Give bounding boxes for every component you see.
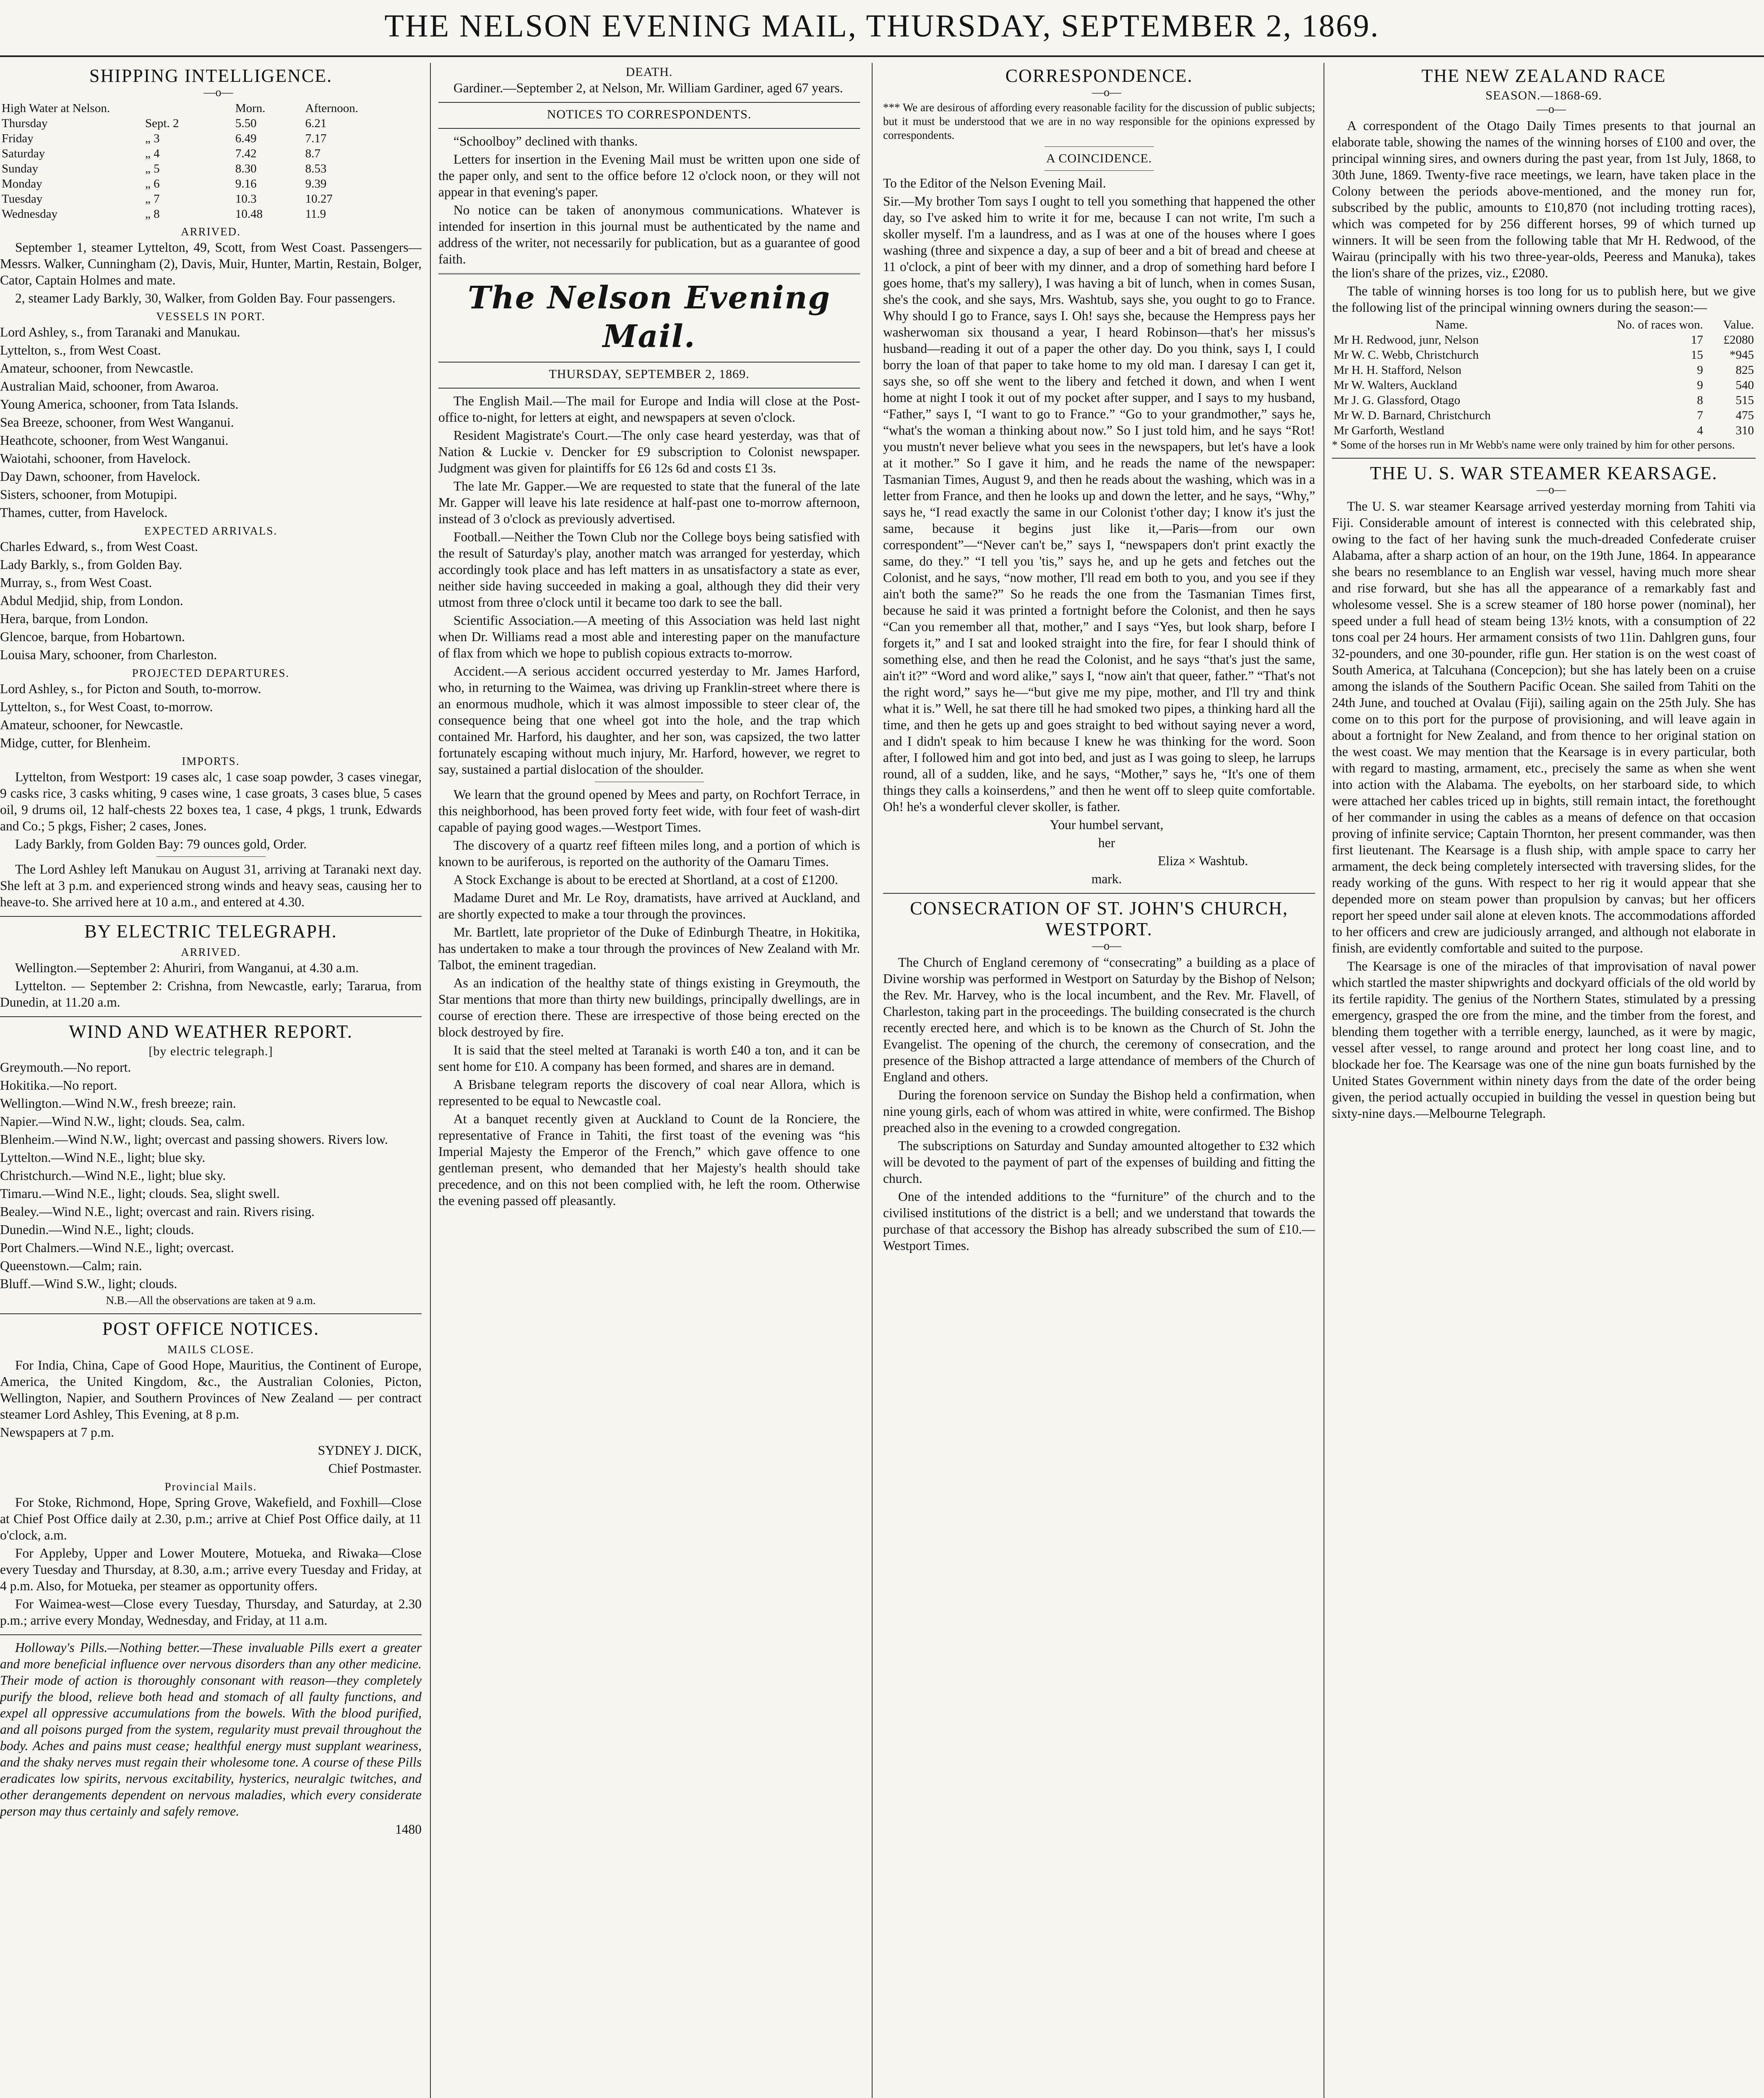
weather-entry: Queenstown.—Calm; rain. [0, 1258, 142, 1273]
telegraph-entry: Lyttelton. — September 2: Crishna, from Newcastle, early; Tararua, from Dunedin, at 11.20 a.m. [0, 979, 422, 1010]
races-won: 4 [1697, 424, 1703, 437]
tide-morning: 9.16 [235, 177, 257, 190]
notice-paragraph: Letters for insertion in the Evening Mail must be written upon one side of the paper only, and sent to the office before 12 o'clock noon, or they will not appear in that evening's paper. [438, 152, 860, 199]
news-paragraph: Madame Duret and Mr. Le Roy, dramatists, have arrived at Auckland, and are shortly expected to make a tour through the provinces. [438, 890, 860, 921]
consecration-title: CONSECRATION OF ST. JOHN'S CHURCH, WESTPORT. [910, 898, 1288, 939]
race-header-name: Name. [1436, 318, 1468, 331]
prize-value: £2080 [1723, 333, 1754, 347]
owner-name: Mr H. Redwood, junr, Nelson [1334, 333, 1479, 347]
letter-paragraph: Sir.—My brother Tom says I ought to tell you something that happened the other day, so I've asked him to write it for me, because I can not write, I'm such a skoller myself. I'm a laundress, and as I was at one of the houses where I goes washing (three and sixpence a day, a sup of beer and a bit of bread and cheese at 11 o'clock, a pint of beer with my dinner, and a drop of something hard before I goes home, that's my sallery), I was having a bit of lunch, when in comes Susan, she's the cook, and she says, Mrs. Washtub, says she, you ought to go to France. Why should I go to France, says I. Oh! says she, because the Hempress pays her washerwoman six thousand a year, I heard Robinson—that's her missus's husband—reading it out of a paper the other day. Do you think, says I, I could borry the loan of that paper to take home to my old man. I daresay I can get it, says she, so off she went to the libery and fetched it down, and when I went home at night I took it out of my pocket after supper, and I says to my husband, “Father,” says I, “I want to go to France.” “Go to your grandmother,” says he, “what's the woman a thinking about now.” So I just told him, and he says “Rot! you mustn't never believe what you sees in the newspapers, but let's have a look at it mother.” So I gave it him, and he reads the name of the newspaper: Tasmanian Times, August 9, and then he reads about the washing, which was in a letter from France, and then he looks up and down the letter, and he says, “Why,” says he, “I read exactly the same in our Colonist t'other day; I know it's just the same, because it begins just like it,—Paris—from our own correspondent”—“Never can't be,” says I, “newspapers don't print exactly the same, do they.” “I tell you 'tis,” says he, and up he gets and fetches out the Colonist, and he says, “now mother, I'll read em both to you, and you see if they ain't both the same?” So he reads the one from the Tasmanian Times first, because he said it was printed a fortnight before the Colonist, and then he says “Can you remember all that, mother,” and I says “Yes, but look sharp, before I forgets it,” and I sat and looked straight into the fire, for fear I should think of something else, and then he read the Colonist, and he says “that's just the same, ain't it?” “Word and word alike,” says I, “now ain't that queer, father.” “That's not the right word,” says he—“but give me my pipe, mother, and I'll try and think what it is.” Well, he sat there till he had smoked two pipes, a thinking hard all the time, and then he gets up and goes straight to bed without saying never a word, and I didn't speak to him because I knew he was thinking for the word. Soon after, I followed him and got into bed, and just as I was going to sleep, he larrups round, all of a sudden, like, and he says, “Mother,” says he, “It's one of them things they calls a koinserdens,” and then he went off to sleep quite comfortable. Oh! he's a wonderful clever skoller, is father. [883, 194, 1315, 814]
masthead-title: THE NELSON EVENING MAIL, THURSDAY, SEPTEMBER 2, 1869. [384, 8, 1380, 44]
expected-entry: Charles Edward, s., from West Coast. [0, 539, 198, 554]
weather-entry: Greymouth.—No report. [0, 1060, 131, 1075]
column-divider [430, 63, 431, 2098]
masthead-rule [0, 55, 1764, 57]
newspapers-time: Newspapers at 7 p.m. [0, 1425, 115, 1440]
kearsage-paragraph: The U. S. war steamer Kearsage arrived yesterday morning from Tahiti via Fiji. Considerable amount of interest is connected with this celebrated ship, owing to the fact of her having sunk the much-dreaded Confederate cruiser Alabama, after a sharp action of an hour, on the 19th June, 1864. In appearance she bears no resemblance to an English war vessel, having much more shear and rise forward, but she has all the appearance of a remarkably fast and wholesome vessel. She is a screw steamer of 180 horse power (nominal), her speed under a full head of steam being 13½ knots, with a consumption of 22 tons coal per 24 hours. Her armament consists of two 11in. Dahlgren guns, four 32-pounders, and one 30-pounder, rifle gun. Her station is on the west coast of South America, at Talcuhana (Concepcion); but she has lately been on a cruise among the islands of the Southern Pacific Ocean. She sailed from Tahiti on the 24th June, and touched at Ovalau (Fiji), sailing again on the 25th July. She has come on to this port for the purpose of provisioning, and will leave again in about a fortnight for New Zealand, and from thence to her original station on the west coast. We may mention that the Kearsage is in every particular, both with regard to masting, armament, etc., precisely the same as when she went into action with the Alabama. The eyebolts, on her starboard side, to which were attached her cables triced up in bights, still remain intact, the forethought of her commander in using the cables as a means of defence on that occasion proving of infinite service; Captain Thornton, her present commander, was then first lieutenant. The Kearsage is a flush ship, with ample space to carry her armament, the deck being completely intersected with traversing slides, for the ready working of the guns. With respect to her rig it would appear that she depended more on steam power than propulsion by canvas; but her officers report her speed under sail alone at eleven knots. The accommodations afforded to her officers and crew are judiciously arranged, and although not elaborate in finish, are evidently comfortable and suited to the purpose. [1332, 499, 1756, 955]
tide-date: „ 3 [145, 132, 160, 145]
race-row [1332, 408, 1756, 423]
vessels-in-port-heading: VESSELS IN PORT. [156, 310, 266, 323]
owner-name: Mr W. D. Barnard, Christchurch [1334, 409, 1491, 422]
weather-entry: Bluff.—Wind S.W., light; clouds. [0, 1276, 177, 1291]
weather-entry: Dunedin.—Wind N.E., light; clouds. [0, 1222, 194, 1237]
weather-entry: Lyttelton.—Wind N.E., light; blue sky. [0, 1150, 206, 1165]
vessel-entry: Day Dawn, schooner, from Havelock. [0, 469, 201, 484]
letter-title: A COINCIDENCE. [1046, 151, 1152, 165]
column-1 [0, 63, 422, 2098]
section-rule [0, 1313, 422, 1314]
vessel-entry: Young America, schooner, from Tata Islands. [0, 397, 239, 412]
tide-day: Sunday [2, 162, 38, 175]
telegraph-entry: Wellington.—September 2: Ahuriri, from Wanganui, at 4.30 a.m. [15, 960, 359, 975]
expected-arrivals-heading: EXPECTED ARRIVALS. [144, 524, 278, 537]
section-rule [0, 1016, 422, 1017]
post-office-title: POST OFFICE NOTICES. [102, 1318, 320, 1339]
news-paragraph: A Stock Exchange is about to be erected at Shortland, at a cost of £1200. [453, 872, 838, 887]
imports-heading: IMPORTS. [182, 755, 240, 767]
owner-name: Mr W. Walters, Auckland [1334, 378, 1457, 392]
column-2 [438, 63, 860, 2098]
vessel-entry: Amateur, schooner, from Newcastle. [0, 361, 194, 376]
vessel-entry: Heathcote, schooner, from West Wanganui. [0, 433, 229, 448]
notices-list [438, 133, 860, 267]
tide-date: Sept. 2 [145, 117, 179, 130]
death-title: DEATH. [625, 65, 673, 79]
column-divider [872, 63, 873, 2098]
tide-header-row [0, 101, 422, 116]
ornament: —o— [1537, 103, 1566, 116]
provincial-mails-heading: Provincial Mails. [164, 1480, 257, 1493]
weather-entry: Blenheim.—Wind N.W., light; overcast and passing showers. Rivers low. [0, 1132, 388, 1147]
weather-entry: Port Chalmers.—Wind N.E., light; overcast. [0, 1240, 234, 1255]
import-entry: Lady Barkly, from Golden Bay: 79 ounces gold, Order. [15, 837, 307, 851]
races-won: 7 [1697, 409, 1703, 422]
tide-row [0, 191, 422, 206]
departure-entry: Midge, cutter, for Blenheim. [0, 736, 151, 750]
section-rule [0, 1634, 422, 1635]
kearsage-paragraphs [1332, 498, 1756, 1122]
weather-note: N.B.—All the observations are taken at 9 a.m. [106, 1294, 316, 1307]
race-row [1332, 332, 1756, 347]
import-entry: Lyttelton, from Westport: 19 cases alc, 1 case soap powder, 3 cases vinegar, 9 casks rice, 3 casks whiting, 9 cases wine, 1 case groats, 3 cases blue, 5 cases oil, 9 drums oil, 12 half-chests 22 boxes tea, 1 case, 4 pkgs, 1 trunk, Edwards and Co.; 5 pkgs, Fisher; 2 cases, Jones. [0, 770, 422, 833]
race-row [1332, 347, 1756, 363]
section-rule [1332, 458, 1756, 459]
editorial-paragraph: Scientific Association.—A meeting of this Association was held last night when Dr. Williams read a most able and interesting paper on the manufacture of flax from which we hope to publish copious extracts to-morrow. [438, 613, 860, 660]
provincial-mails-list [0, 1494, 422, 1628]
letter-salutation: To the Editor of the Nelson Evening Mail. [883, 176, 1106, 190]
tide-day: Tuesday [2, 192, 43, 206]
kearsage-title: THE U. S. WAR STEAMER KEARSAGE. [1370, 463, 1718, 483]
weather-entry: Christchurch.—Wind N.E., light; blue sky. [0, 1168, 226, 1183]
editorial-paragraph: The English Mail.—The mail for Europe and India will close at the Post-office to-night, for letters at eight, and newspapers at seven o'clock. [438, 394, 860, 425]
arrived-list [0, 239, 422, 306]
news-paragraph: We learn that the ground opened by Mees and party, on Rochfort Terrace, in this neighborhood, has been proved forty feet wide, with four feet of wash-dirt capable of paying good wages.—Westport Times. [438, 787, 860, 835]
owner-name: Mr Garforth, Westland [1334, 424, 1444, 437]
tide-afternoon: 8.53 [305, 162, 327, 175]
expected-entry: Murray, s., from West Coast. [0, 575, 152, 590]
prize-value: 515 [1735, 394, 1754, 407]
tide-day: Thursday [2, 117, 48, 130]
owner-name: Mr H. H. Stafford, Nelson [1334, 363, 1462, 377]
letter-closing: Your humbel servant, [1050, 817, 1164, 832]
weather-entry: Wellington.—Wind N.W., fresh breeze; rain. [0, 1096, 236, 1111]
section-rule [438, 388, 860, 389]
races-won: 9 [1697, 363, 1703, 377]
editorial-paragraph: Resident Magistrate's Court.—The only case heard yesterday, was that of Nation & Luckie v. Dencker for £9 subscription to Colonist newspaper. Judgment was given for plaintiffs for £6 12s 6d and costs £1 3s. [438, 428, 860, 475]
tide-afternoon: 9.39 [305, 177, 327, 190]
editorial-date: THURSDAY, SEPTEMBER 2, 1869. [549, 367, 750, 381]
ornament: —o— [203, 86, 233, 99]
tide-date: „ 4 [145, 147, 160, 160]
news-paragraph: The discovery of a quartz reef fifteen miles long, and a portion of which is known to be auriferous, is reported on the authority of the Oamaru Times. [438, 838, 860, 869]
prize-value: 540 [1735, 378, 1754, 392]
races-won: 8 [1697, 394, 1703, 407]
tide-table [0, 101, 422, 222]
column-4 [1332, 63, 1756, 2098]
divider [156, 856, 266, 857]
tide-day: Friday [2, 132, 34, 145]
tide-morning: 7.42 [235, 147, 257, 160]
notices-title: NOTICES TO CORRESPONDENTS. [547, 107, 752, 121]
prize-value: 475 [1735, 409, 1754, 422]
provincial-mail-entry: For Stoke, Richmond, Hope, Spring Grove, Wakefield, and Foxhill—Close at Chief Post Office daily at 2.30, p.m.; arrive at Chief Post Office daily, at 11 o'clock, a.m. [0, 1495, 422, 1542]
mails-close-text: For India, China, Cape of Good Hope, Mauritius, the Continent of Europe, America, the United Kingdom, &c., the Australian Colonies, Picton, Wellington, Napier, and Southern Provinces of New Zealand — per contract steamer Lord Ashley, This Evening, at 8 p.m. [0, 1358, 422, 1422]
race-table [1332, 317, 1756, 438]
tide-header-place: High Water at Nelson. [2, 102, 110, 115]
letter-her: her [1098, 835, 1115, 850]
race-row [1332, 363, 1756, 378]
tide-row [0, 206, 422, 222]
tide-morning: 10.48 [235, 207, 263, 221]
tide-date: „ 6 [145, 177, 160, 190]
postmaster-title: Chief Postmaster. [328, 1461, 422, 1476]
race-paragraphs [1332, 117, 1756, 316]
race-header-value: Value. [1723, 318, 1754, 331]
race-footnote: * Some of the horses run in Mr Webb's name were only trained by him for other persons. [1332, 438, 1735, 451]
provincial-mail-entry: For Appleby, Upper and Lower Moutere, Motueka, and Riwaka—Close every Tuesday and Thursday, at 8.30, a.m.; arrive every Tuesday and Friday, at 4 p.m. Also, for Motueka, per steamer as opportunity offers. [0, 1546, 422, 1593]
departure-entry: Lord Ashley, s., for Picton and South, to-morrow. [0, 681, 261, 696]
letter-body [883, 193, 1315, 815]
death-notice: Gardiner.—September 2, at Nelson, Mr. William Gardiner, aged 67 years. [453, 81, 843, 95]
prize-value: 825 [1735, 363, 1754, 377]
tide-date: „ 7 [145, 192, 160, 206]
notice-paragraph: No notice can be taken of anonymous communications. Whatever is intended for insertion in this journal must be authenticated by the name and address of the writer, not necessarily for publication, but as a guarantee of good faith. [438, 203, 860, 266]
tide-day: Saturday [2, 147, 45, 160]
divider [1045, 146, 1154, 147]
prize-value: 310 [1735, 424, 1754, 437]
editorial-paragraph: Accident.—A serious accident occurred yesterday to Mr. James Harford, who, in returning to the Waimea, was driving up Franklin-street where there is an enormous mudhole, which it was almost impossible to steer clear of, the consequence being that one wheel got into the hole, and the trap which contained Mr. Harford, his daughter, and her son, was capsized, the two latter fortunately escaping without much injury, Mr. Harford, however, we regret to say, sustained a partial dislocation of the shoulder. [438, 664, 860, 777]
prize-value: *945 [1730, 348, 1754, 362]
ornament: —o— [1537, 483, 1566, 496]
races-won: 9 [1697, 378, 1703, 392]
tide-rows [0, 116, 422, 222]
races-won: 15 [1691, 348, 1703, 362]
telegraph-arrived-heading: ARRIVED. [181, 946, 241, 958]
arrival-entry: 2, steamer Lady Barkly, 30, Walker, from Golden Bay. Four passengers. [15, 291, 396, 305]
consecration-paragraph: During the forenoon service on Sunday the Bishop held a confirmation, when nine young girls, each of whom was attired in white, were confirmed. The Bishop preached also in the evening to a crowded congregation. [883, 1088, 1315, 1135]
section-rule [438, 102, 860, 103]
tide-morning: 10.3 [235, 192, 257, 206]
projected-departures-list [0, 681, 422, 751]
tide-morning: 6.49 [235, 132, 257, 145]
news-paragraph: Mr. Bartlett, late proprietor of the Duke of Edinburgh Theatre, in Hokitika, has undertaken to make a tour through the provinces of New Zealand with Mr. Talbot, the eminent tragedian. [438, 925, 860, 972]
weather-subtitle: [by electric telegraph.] [149, 1044, 273, 1058]
races-won: 17 [1691, 333, 1703, 347]
weather-title: WIND AND WEATHER REPORT. [69, 1021, 353, 1042]
tide-day: Monday [2, 177, 42, 190]
letter-signature: Eliza × Washtub. [1158, 853, 1248, 868]
arrived-heading: ARRIVED. [181, 225, 241, 238]
advert-number: 1480 [395, 1822, 422, 1837]
race-row [1332, 393, 1756, 408]
tide-row [0, 131, 422, 146]
tide-row [0, 176, 422, 191]
kearsage-paragraph: The Kearsage is one of the miracles of that improvisation of naval power which startled the master shipwrights and dockyard officials of the old world by its fertile rapidity. The genius of the Northern States, stimulated by a pressing emergency, grasped the ore from the mine, and the timber from the forest, and blending them together with a terrible energy, launched, as it were by magic, vessel after vessel, to range around and protect her long coast line, and to blockade her foe. The Kearsage was one of the nine gun boats furnished by the United States Government within ninety days from the date of the order being given, the period actually occupied in building the vessel in question being but sixty-nine days.—Melbourne Telegraph. [1332, 959, 1756, 1121]
tide-afternoon: 11.9 [305, 207, 326, 221]
holloway-advert: Holloway's Pills.—Nothing better.—These invaluable Pills exert a greater and more beneficial influence over nervous disorders than any other medicine. Their mode of action is thoroughly consonant with reason—they completely purify the blood, relieve both head and stomach of all faulty functions, and expel all oppressive accumulations from the bowels. With the blood purified, and all poisons purged from the system, regularity must prevail throughout the body. Aches and pains must cease; healthful energy must supplant weariness, and the shaky nerves must regain their wholesome tone. A course of these Pills eradicates low spirits, nervous excitability, hysterics, neuralgic twitches, and other derangements dependent on nervous maladies, which every considerate person may thus certainly and safely remove. [0, 1640, 422, 1819]
tide-header-morning: Morn. [235, 102, 266, 115]
departure-entry: Amateur, schooner, for Newcastle. [0, 718, 183, 732]
postmaster-signature: SYDNEY J. DICK, [318, 1443, 422, 1458]
weather-entry: Timaru.—Wind N.E., light; clouds. Sea, slight swell. [0, 1186, 280, 1201]
tide-header-afternoon: Afternoon. [305, 102, 359, 115]
ornament: —o— [1092, 939, 1121, 952]
ornament: —o— [1092, 86, 1121, 99]
projected-departures-heading: PROJECTED DEPARTURES. [132, 667, 290, 679]
expected-entry: Hera, barque, from London. [0, 611, 149, 626]
news-paragraph: At a banquet recently given at Auckland to Count de la Ronciere, the representative of France in Tahiti, the first toast of the evening was “his Imperial Majesty the Emperor of the French,” which gave offence to one gentleman present, who demanded that her Majesty's health should take precedence, and on this not been complied with, he left the room. Otherwise the evening passed off pleasantly. [438, 1112, 860, 1208]
letter-mark: mark. [1091, 872, 1122, 886]
tide-afternoon: 10.27 [305, 192, 333, 206]
telegraph-title: BY ELECTRIC TELEGRAPH. [84, 921, 337, 942]
shipping-title: SHIPPING INTELLIGENCE. [89, 65, 333, 86]
race-paragraph: A correspondent of the Otago Daily Times presents to that journal an elaborate table, showing the names of the winning horses of £100 and over, the principal winning sires, and owners during the past year, from 1st July, 1868, to 30th June, 1869. Twenty-five race meetings, we learn, have taken place in the Colony between the periods above-mentioned, and the money run for, subscribed by the public, amounts to £10,870 (not including trotting races), which was competed for by 256 different horses, 99 of which turned up winners. It will be seen from the following table that Mr H. Redwood, of the Wairau (principally with his two three-year-olds, Peeress and Manuka), takes the lion's share of the prizes, viz., £2080. [1332, 118, 1756, 280]
vessel-entry: Waiotahi, schooner, from Havelock. [0, 451, 191, 466]
section-rule [438, 128, 860, 129]
tide-day: Wednesday [2, 207, 57, 221]
section-rule [438, 362, 860, 363]
consecration-paragraph: The subscriptions on Saturday and Sunday amounted altogether to £32 which will be devoted to the payment of part of the expenses of building and fitting the church. [883, 1138, 1315, 1186]
tide-afternoon: 7.17 [305, 132, 327, 145]
weather-entry: Hokitika.—No report. [0, 1078, 117, 1093]
owner-name: Mr W. C. Webb, Christchurch [1334, 348, 1479, 362]
race-season-subtitle: SEASON.—1868-69. [1485, 89, 1602, 102]
correspondence-disclaimer: *** We are desirous of affording every reasonable facility for the discussion of public subjects; but it must be understood that we are in no way responsible for the opinions expressed by correspondents. [883, 101, 1315, 141]
imports-list [0, 769, 422, 852]
vessel-entry: Lyttelton, s., from West Coast. [0, 343, 161, 357]
race-table-rows [1332, 332, 1756, 438]
column-3 [883, 63, 1315, 2098]
expected-entry: Louisa Mary, schooner, from Charleston. [0, 647, 217, 662]
telegraph-list [0, 960, 422, 1010]
race-header-races: No. of races won. [1617, 318, 1703, 331]
weather-entry: Bealey.—Wind N.E., light; overcast and rain. Rivers rising. [0, 1204, 315, 1219]
tide-date: „ 5 [145, 162, 160, 175]
editorial-paragraph: The late Mr. Gapper.—We are requested to state that the funeral of the late Mr. Gapper will leave his late residence at half-past one to-morrow afternoon, instead of 3 o'clock as previously advertised. [438, 479, 860, 526]
tide-morning: 5.50 [235, 117, 257, 130]
consecration-paragraphs [883, 954, 1315, 1254]
vessel-entry: Thames, cutter, from Havelock. [0, 505, 168, 520]
nameplate: The Nelson Evening Mail. [467, 280, 831, 355]
section-rule [883, 893, 1315, 894]
divider [1045, 170, 1154, 171]
tide-row [0, 161, 422, 176]
expected-arrivals-list [0, 538, 422, 663]
expected-entry: Lady Barkly, s., from Golden Bay. [0, 557, 182, 572]
news-paragraph: A Brisbane telegram reports the discovery of coal near Allora, which is represented to be equal to Newcastle coal. [438, 1077, 860, 1108]
masthead [0, 0, 1764, 46]
editorial-paragraphs [438, 393, 860, 778]
editorial-paragraph: Football.—Neither the Town Club nor the College boys being satisfied with the result of Saturday's play, another match was arranged for yesterday, which accordingly took place and has left matters in as unsatisfactory a state as ever, neither side having succeeded in making a goal, although they did their very utmost from three o'clock until it became too dark to see the ball. [438, 530, 860, 610]
weather-list [0, 1059, 422, 1292]
tide-afternoon: 6.21 [305, 117, 327, 130]
race-row [1332, 423, 1756, 438]
vessel-entry: Sisters, schooner, from Motupipi. [0, 487, 177, 502]
section-rule [438, 273, 860, 274]
provincial-mail-entry: For Waimea-west—Close every Tuesday, Thursday, and Saturday, at 2.30 p.m.; arrive every Monday, Wednesday, and Friday, at 11 a.m. [0, 1597, 422, 1628]
race-table-header [1332, 317, 1756, 332]
lord-ashley-note: The Lord Ashley left Manukau on August 31, arriving at Taranaki next day. She left at 3 p.m. and experienced strong winds and heavy seas, causing her to heave-to. She arrived here at 10 a.m., and entered at 4.30. [0, 862, 422, 909]
section-rule [0, 916, 422, 917]
news-paragraphs [438, 786, 860, 1209]
vessels-in-port-list [0, 324, 422, 521]
news-paragraph: As an indication of the healthy state of things existing in Greymouth, the Star mentions that more than thirty new buildings, principally dwellings, are in course of erection there. These are irrespective of those being erected on the block destroyed by fire. [438, 976, 860, 1039]
race-season-title: THE NEW ZEALAND RACE [1421, 65, 1666, 86]
tide-afternoon: 8.7 [305, 147, 320, 160]
vessel-entry: Lord Ashley, s., from Taranaki and Manukau. [0, 325, 240, 339]
vessel-entry: Australian Maid, schooner, from Awaroa. [0, 379, 219, 394]
tide-row [0, 146, 422, 161]
consecration-paragraph: One of the intended additions to the “furniture” of the church and to the civilised institutions of the district is a bell; and we understand that towards the purchase of that accessory the Bishop has already subscribed the sum of £10.—Westport Times. [883, 1189, 1315, 1253]
race-row [1332, 378, 1756, 393]
weather-entry: Napier.—Wind N.W., light; clouds. Sea, calm. [0, 1114, 245, 1129]
vessel-entry: Sea Breeze, schooner, from West Wanganui. [0, 415, 234, 430]
notice-paragraph: “Schoolboy” declined with thanks. [453, 134, 638, 149]
departure-entry: Lyttelton, s., for West Coast, to-morrow. [0, 699, 213, 714]
expected-entry: Abdul Medjid, ship, from London. [0, 593, 183, 608]
consecration-paragraph: The Church of England ceremony of “consecrating” a building as a place of Divine worship was performed in Westport on Saturday by the Bishop of Nelson; the Rev. Mr. Harvey, who is the local incumbent, and the Rev. Mr. Flavell, of Charleston, taking part in the proceedings. The building consecrated is the church recently erected here, and which is to be known as the Church of St. John the Evangelist. The opening of the church, the ceremony of consecration, and the presence of the Bishop attracted a large attendance of members of the Church of England and others. [883, 955, 1315, 1084]
tide-row [0, 116, 422, 131]
arrival-entry: September 1, steamer Lyttelton, 49, Scott, from West Coast. Passengers—Messrs. Walker, Cunningham (2), Davis, Muir, Hunter, Martin, Restain, Bolger, Cator, Captain Holmes and mate. [0, 240, 422, 287]
news-paragraph: It is said that the steel melted at Taranaki is worth £40 a ton, and it can be sent home for £10. A company has been formed, and shares are in demand. [438, 1043, 860, 1074]
expected-entry: Glencoe, barque, from Hobartown. [0, 629, 185, 644]
tide-date: „ 8 [145, 207, 160, 221]
tide-morning: 8.30 [235, 162, 257, 175]
mails-close-heading: MAILS CLOSE. [167, 1343, 254, 1356]
owner-name: Mr J. G. Glassford, Otago [1334, 394, 1461, 407]
race-paragraph: The table of winning horses is too long for us to publish here, but we give the following list of the principal winning owners during the season:— [1332, 284, 1756, 315]
correspondence-title: CORRESPONDENCE. [1005, 65, 1193, 86]
